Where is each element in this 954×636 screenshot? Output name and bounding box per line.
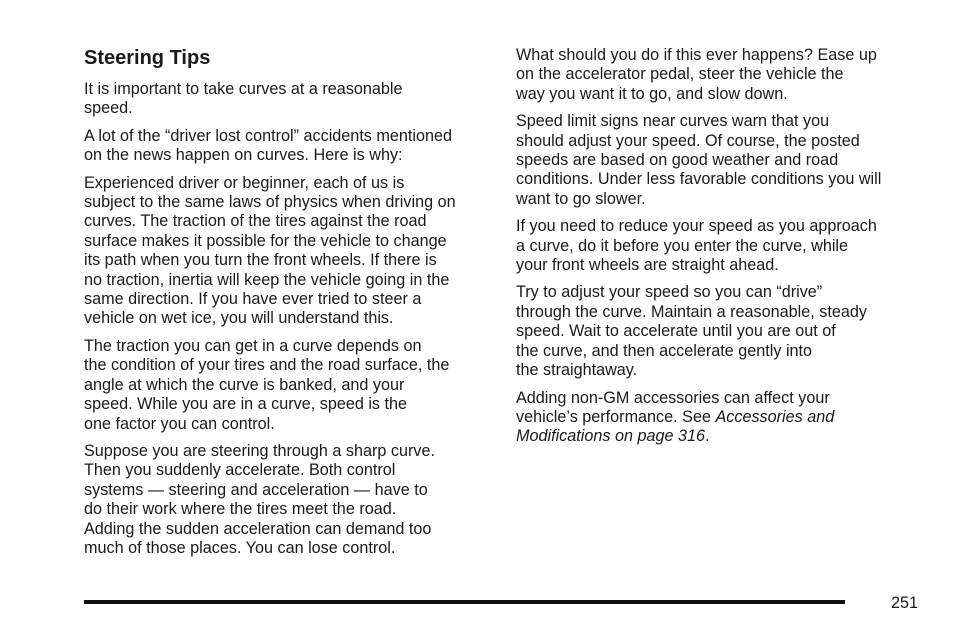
paragraph-line: on the accelerator pedal, steer the vehicle the — [516, 65, 844, 84]
left-column — [84, 46, 490, 566]
text-span: vehicle’s performance. See — [516, 407, 716, 426]
right-paragraphs — [516, 46, 926, 381]
paragraph-line: through the curve. Maintain a reasonable, steady — [516, 302, 867, 321]
paragraph-line: its path when you turn the front wheels. If there is — [84, 251, 437, 270]
cross-reference-link[interactable]: Accessories and — [715, 407, 835, 426]
paragraph-line: The traction you can get in a curve depends on — [84, 336, 422, 355]
paragraph-line: surface makes it possible for the vehicle to change — [84, 231, 447, 250]
paragraph-line: same direction. If you have ever tried to steer a — [84, 290, 422, 309]
paragraph-line — [516, 427, 926, 446]
paragraph-line: conditions. Under less favorable conditions you will — [516, 170, 882, 189]
paragraph — [84, 127, 490, 166]
left-paragraphs — [84, 80, 490, 558]
paragraph-line: a curve, do it before you enter the curve, while — [516, 236, 849, 255]
paragraph-line: curves. The traction of the tires against the road — [84, 212, 427, 231]
page-number: 251 — [890, 594, 918, 612]
footer-rule — [84, 600, 845, 604]
paragraph-line: Experienced driver or beginner, each of us is — [84, 173, 405, 192]
paragraph-accessories — [516, 389, 926, 447]
paragraph-line — [516, 408, 926, 427]
paragraph-line: the condition of your tires and the road surface, the — [84, 356, 450, 375]
paragraph — [516, 217, 926, 275]
paragraph-line: Try to adjust your speed so you can “drive” — [516, 283, 823, 302]
paragraph-line: It is important to take curves at a reasonable — [84, 80, 403, 98]
paragraph-line: subject to the same laws of physics when driving on — [84, 193, 456, 212]
paragraph-line: one factor you can control. — [84, 414, 275, 433]
paragraph — [84, 442, 490, 558]
paragraph-line: way you want it to go, and slow down. — [516, 84, 788, 103]
paragraph-line: do their work where the tires meet the road. — [84, 500, 397, 519]
section-heading: Steering Tips — [84, 47, 211, 69]
paragraph-line: speed. While you are in a curve, speed is the — [84, 395, 408, 414]
right-column — [516, 46, 926, 455]
paragraph-line: Speed limit signs near curves warn that you — [516, 112, 830, 131]
paragraph-line: speed. — [84, 99, 133, 118]
paragraph-line: vehicle on wet ice, you will understand this. — [84, 309, 394, 328]
paragraph-line: should adjust your speed. Of course, the posted — [516, 131, 860, 150]
paragraph — [84, 174, 490, 329]
cross-reference-link[interactable]: Modifications on page 316 — [516, 427, 705, 446]
paragraph-line: Adding non-GM accessories can affect your — [516, 388, 830, 407]
paragraph-line: the straightaway. — [516, 361, 638, 380]
paragraph — [84, 80, 490, 119]
paragraph-line: much of those places. You can lose control. — [84, 538, 396, 557]
paragraph — [516, 112, 926, 209]
paragraph — [516, 283, 926, 380]
paragraph — [84, 337, 490, 434]
paragraph-line: your front wheels are straight ahead. — [516, 256, 779, 275]
paragraph-line: speeds are based on good weather and road — [516, 151, 839, 170]
text-span: . — [705, 427, 710, 446]
paragraph-line: the curve, and then accelerate gently into — [516, 341, 813, 360]
paragraph-line: want to go slower. — [516, 189, 646, 208]
paragraph-line: If you need to reduce your speed as you approach — [516, 217, 877, 236]
paragraph-line: Adding the sudden acceleration can demand too — [84, 519, 432, 538]
paragraph-line: systems — steering and acceleration — have to — [84, 480, 428, 499]
paragraph — [516, 46, 926, 104]
paragraph-line: Suppose you are steering through a sharp curve. — [84, 441, 435, 460]
paragraph-line: A lot of the “driver lost control” accidents mentioned — [84, 126, 452, 145]
paragraph-line: on the news happen on curves. Here is why: — [84, 146, 403, 165]
paragraph-line: angle at which the curve is banked, and your — [84, 375, 405, 394]
paragraph-line: What should you do if this ever happens? Ease up — [516, 46, 877, 64]
paragraph-line: no traction, inertia will keep the vehicle going in the — [84, 270, 450, 289]
paragraph-line: Then you suddenly accelerate. Both control — [84, 461, 396, 480]
paragraph-line: speed. Wait to accelerate until you are out of — [516, 322, 836, 341]
